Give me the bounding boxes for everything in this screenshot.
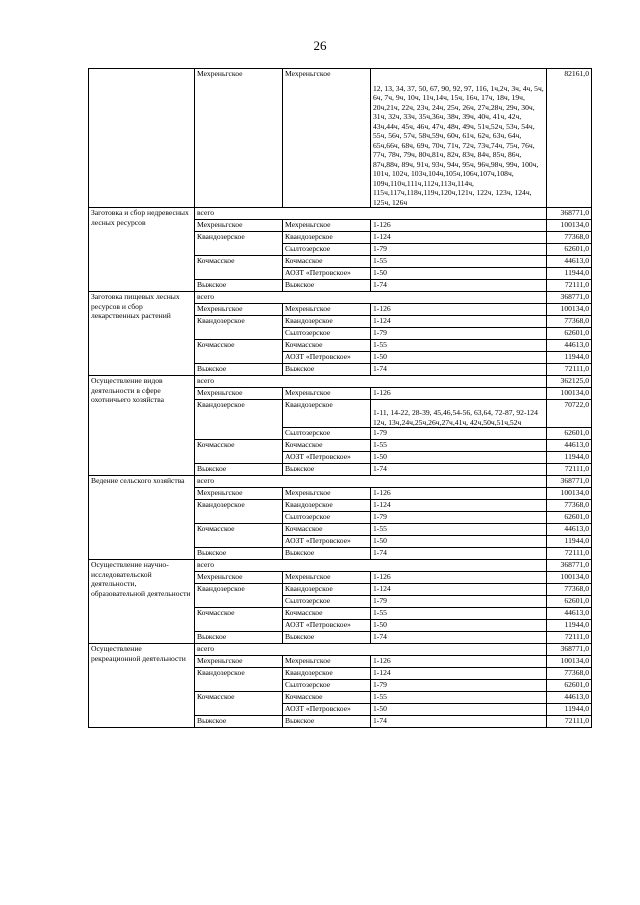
quarters-cell: 1-79: [371, 244, 547, 256]
quarters-text: 1-126: [373, 220, 391, 230]
district-cell: Кочмасское: [283, 524, 371, 536]
area-cell: 62601,0: [547, 680, 592, 692]
forestry-cell: Кочмасское: [195, 256, 283, 280]
forestry-cell: Мехреньгское: [195, 304, 283, 316]
district-cell: Кочмасское: [283, 256, 371, 268]
area-cell: 62601,0: [547, 328, 592, 340]
forestry-cell: Выжское: [195, 716, 283, 728]
table-row: [89, 69, 592, 208]
quarters-text: 1-124: [373, 316, 391, 326]
district-cell: Квандозерское: [283, 668, 371, 680]
district-cell: Квандозерское: [283, 500, 371, 512]
district-cell: Выжское: [283, 364, 371, 376]
quarters-cell: [371, 632, 547, 644]
area-cell: 70722,0: [547, 400, 592, 428]
forestry-cell: Выжское: [195, 364, 283, 376]
quarters-cell: [371, 364, 547, 376]
total-label: всего: [195, 292, 547, 304]
forestry-cell: Квандозерское: [195, 232, 283, 256]
area-cell: 62601,0: [547, 244, 592, 256]
area-cell: 100134,0: [547, 656, 592, 668]
forestry-cell: Мехреньгское: [195, 388, 283, 400]
quarters-cell: [371, 656, 547, 668]
district-cell: Кочмасское: [283, 608, 371, 620]
area-cell: 72111,0: [547, 280, 592, 292]
district-cell: АОЗТ «Петровское»: [283, 536, 371, 548]
quarters-cell: 1-79: [371, 428, 547, 440]
forestry-cell: Кочмасское: [195, 692, 283, 716]
district-cell: АОЗТ «Петровское»: [283, 268, 371, 280]
quarters-cell: [371, 304, 547, 316]
district-cell: Мехреньгское: [283, 572, 371, 584]
total-label: всего: [195, 208, 547, 220]
forestry-cell: Мехреньгское: [195, 220, 283, 232]
table-row: [89, 560, 592, 572]
quarters-cell: [371, 400, 547, 428]
forestry-cell: Кочмасское: [195, 524, 283, 548]
area-cell: 368771,0: [547, 292, 592, 304]
table-row: [89, 376, 592, 388]
area-cell: 100134,0: [547, 488, 592, 500]
quarters-cell: [371, 69, 547, 208]
activity-cell: Осуществление рекреационной деятельности: [89, 644, 195, 728]
quarters-text: 1-55: [373, 440, 387, 450]
district-cell: Выжское: [283, 464, 371, 476]
quarters-text: 1-55: [373, 692, 387, 702]
quarters-text: 1-74: [373, 280, 387, 290]
district-cell: Сылтозерское: [283, 328, 371, 340]
quarters-cell: [371, 524, 547, 536]
activity-cell: Осуществление видов деятельности в сфере охотничьего хозяйства: [89, 376, 195, 476]
quarters-cell: [371, 488, 547, 500]
quarters-text: 12, 13, 34, 37, 50, 67, 90, 92, 97, 116, 1ч,2ч, 3ч, 4ч, 5ч, 6ч, 7ч, 9ч, 10ч, 11ч,14ч, 15ч, 16ч, 17ч, 18ч, 19ч, 20ч,21ч, 22ч, 23ч, 24ч, 25ч, 26ч, 27ч,28ч, 29ч, 30ч, 31ч, 32ч, 33ч, 35ч,36ч, 38ч, 39ч, 40ч, 41ч, 42ч, 43ч,44ч, 45ч, 46ч, 47ч, 48ч, 49ч, 51ч,52ч, 53ч, 54ч, 55ч, 56ч, 57ч, 58ч,59ч, 60ч, 61ч, 62ч, 63ч, 64ч, 65ч,66ч, 68ч, 69ч, 70ч, 71ч, 72ч, 73ч,74ч, 75ч, 76ч, 77ч, 78ч, 79ч, 80ч,81ч, 82ч, 83ч, 84ч, 85ч, 86ч, 87ч,88ч, 89ч, 91ч, 93ч, 94ч, 95ч, 96ч,98ч, 99ч, 100ч, 101ч, 102ч, 103ч,104ч,105ч,106ч,107ч,108ч, 109ч,110ч,111ч,112ч,113ч,114ч, 115ч,117ч,118ч,119ч,120ч,121ч, 122ч, 123ч, 124ч, 125ч, 126ч: [373, 84, 544, 207]
area-cell: 100134,0: [547, 220, 592, 232]
forestry-cell: Квандозерское: [195, 500, 283, 524]
quarters-cell: 1-79: [371, 596, 547, 608]
area-cell: 77368,0: [547, 584, 592, 596]
total-label: всего: [195, 644, 547, 656]
area-cell: 11944,0: [547, 268, 592, 280]
district-cell: Квандозерское: [283, 316, 371, 328]
quarters-text: 1-55: [373, 608, 387, 618]
quarters-text: 1-74: [373, 364, 387, 374]
quarters-cell: 1-79: [371, 512, 547, 524]
district-cell: Сылтозерское: [283, 244, 371, 256]
total-label: всего: [195, 560, 547, 572]
area-cell: 11944,0: [547, 704, 592, 716]
area-cell: 100134,0: [547, 388, 592, 400]
quarters-text: 1-74: [373, 716, 387, 726]
area-cell: 72111,0: [547, 548, 592, 560]
area-cell: 72111,0: [547, 364, 592, 376]
activity-cell: Ведение сельского хозяйства: [89, 476, 195, 560]
forestry-cell: Мехреньгское: [195, 69, 283, 208]
district-cell: Кочмасское: [283, 440, 371, 452]
quarters-cell: [371, 440, 547, 452]
area-cell: 72111,0: [547, 716, 592, 728]
quarters-cell: [371, 464, 547, 476]
quarters-cell: [371, 716, 547, 728]
quarters-text: 1-124: [373, 500, 391, 510]
activity-cell: Заготовка пищевых лесных ресурсов и сбор лекарственных растений: [89, 292, 195, 376]
forestry-cell: Квандозерское: [195, 584, 283, 608]
area-cell: 11944,0: [547, 352, 592, 364]
district-cell: Мехреньгское: [283, 220, 371, 232]
forestry-cell: Мехреньгское: [195, 488, 283, 500]
quarters-text: 1-126: [373, 656, 391, 666]
area-cell: 62601,0: [547, 596, 592, 608]
quarters-text: 1-124: [373, 584, 391, 594]
quarters-cell: [371, 692, 547, 704]
quarters-cell: [371, 388, 547, 400]
quarters-cell: [371, 500, 547, 512]
area-cell: 368771,0: [547, 560, 592, 572]
district-cell: Мехреньгское: [283, 656, 371, 668]
area-cell: 44613,0: [547, 340, 592, 352]
forestry-cell: Мехреньгское: [195, 656, 283, 668]
activity-cell: Заготовка и сбор недревесных лесных ресурсов: [89, 208, 195, 292]
quarters-cell: 1-50: [371, 452, 547, 464]
quarters-cell: [371, 548, 547, 560]
quarters-text: 1-126: [373, 304, 391, 314]
district-cell: АОЗТ «Петровское»: [283, 452, 371, 464]
quarters-text: 1-74: [373, 632, 387, 642]
district-cell: Выжское: [283, 716, 371, 728]
forestry-cell: Мехреньгское: [195, 572, 283, 584]
forestry-cell: Кочмасское: [195, 340, 283, 364]
quarters-cell: [371, 220, 547, 232]
table-row: [89, 208, 592, 220]
district-cell: Сылтозерское: [283, 428, 371, 440]
quarters-cell: 1-50: [371, 268, 547, 280]
quarters-cell: 1-79: [371, 328, 547, 340]
quarters-cell: [371, 668, 547, 680]
quarters-text: 1-124: [373, 232, 391, 242]
forestry-cell: Квандозерское: [195, 668, 283, 692]
quarters-text: 1-74: [373, 548, 387, 558]
quarters-cell: [371, 340, 547, 352]
district-cell: Мехреньгское: [283, 388, 371, 400]
area-cell: 77368,0: [547, 232, 592, 244]
quarters-cell: [371, 280, 547, 292]
district-cell: АОЗТ «Петровское»: [283, 704, 371, 716]
quarters-cell: [371, 316, 547, 328]
area-cell: 362125,0: [547, 376, 592, 388]
quarters-text: 1-126: [373, 488, 391, 498]
area-cell: 82161,0: [547, 69, 592, 208]
area-cell: 72111,0: [547, 464, 592, 476]
quarters-text: 1-11, 14-22, 28-39, 45,46,54-56, 63,64, 72-87, 92-124 12ч, 13ч,24ч,25ч,26ч,27ч,41ч, 42ч,50ч,51ч,52ч: [373, 408, 538, 427]
area-cell: 44613,0: [547, 608, 592, 620]
district-cell: Сылтозерское: [283, 512, 371, 524]
district-cell: АОЗТ «Петровское»: [283, 352, 371, 364]
activity-cell: [89, 69, 195, 208]
quarters-cell: [371, 584, 547, 596]
total-label: всего: [195, 376, 547, 388]
area-cell: 368771,0: [547, 476, 592, 488]
area-cell: 62601,0: [547, 512, 592, 524]
forestry-cell: Кочмасское: [195, 440, 283, 464]
forestry-cell: Квандозерское: [195, 316, 283, 340]
district-cell: Сылтозерское: [283, 680, 371, 692]
district-cell: Кочмасское: [283, 692, 371, 704]
forest-use-table: [88, 68, 592, 728]
quarters-text: 1-124: [373, 668, 391, 678]
quarters-cell: 1-50: [371, 704, 547, 716]
district-cell: Мехреньгское: [283, 488, 371, 500]
area-cell: 11944,0: [547, 536, 592, 548]
area-cell: 44613,0: [547, 256, 592, 268]
area-cell: 368771,0: [547, 644, 592, 656]
area-cell: 100134,0: [547, 304, 592, 316]
district-cell: Мехреньгское: [283, 69, 371, 208]
activity-cell: Осуществление научно-исследовательской деятельности, образовательной деятельности: [89, 560, 195, 644]
quarters-cell: [371, 256, 547, 268]
quarters-cell: [371, 232, 547, 244]
quarters-text: 1-126: [373, 572, 391, 582]
forestry-cell: Выжское: [195, 280, 283, 292]
district-cell: Квандозерское: [283, 584, 371, 596]
quarters-text: 1-55: [373, 340, 387, 350]
area-cell: 100134,0: [547, 572, 592, 584]
quarters-cell: [371, 572, 547, 584]
area-cell: 62601,0: [547, 428, 592, 440]
area-cell: 77368,0: [547, 316, 592, 328]
area-cell: 11944,0: [547, 620, 592, 632]
forestry-cell: Квандозерское: [195, 400, 283, 440]
quarters-cell: 1-50: [371, 620, 547, 632]
forestry-cell: Выжское: [195, 548, 283, 560]
district-cell: Сылтозерское: [283, 596, 371, 608]
quarters-cell: [371, 608, 547, 620]
quarters-text: 1-55: [373, 524, 387, 534]
forestry-cell: Кочмасское: [195, 608, 283, 632]
area-cell: 72111,0: [547, 632, 592, 644]
quarters-text: 1-55: [373, 256, 387, 266]
quarters-cell: 1-79: [371, 680, 547, 692]
district-cell: Кочмасское: [283, 340, 371, 352]
table-row: [89, 476, 592, 488]
district-cell: Мехреньгское: [283, 304, 371, 316]
district-cell: АОЗТ «Петровское»: [283, 620, 371, 632]
area-cell: 11944,0: [547, 452, 592, 464]
forestry-cell: Выжское: [195, 632, 283, 644]
district-cell: Квандозерское: [283, 232, 371, 244]
quarters-text: 1-74: [373, 464, 387, 474]
area-cell: 44613,0: [547, 692, 592, 704]
quarters-cell: 1-50: [371, 536, 547, 548]
forestry-cell: Выжское: [195, 464, 283, 476]
table-row: [89, 644, 592, 656]
area-cell: 77368,0: [547, 500, 592, 512]
area-cell: 368771,0: [547, 208, 592, 220]
quarters-text: 1-126: [373, 388, 391, 398]
district-cell: Квандозерское: [283, 400, 371, 428]
district-cell: Выжское: [283, 280, 371, 292]
page-number: 26: [313, 38, 327, 53]
quarters-cell: 1-50: [371, 352, 547, 364]
area-cell: 77368,0: [547, 668, 592, 680]
district-cell: Выжское: [283, 632, 371, 644]
area-cell: 44613,0: [547, 440, 592, 452]
district-cell: Выжское: [283, 548, 371, 560]
table-row: [89, 292, 592, 304]
total-label: всего: [195, 476, 547, 488]
area-cell: 44613,0: [547, 524, 592, 536]
